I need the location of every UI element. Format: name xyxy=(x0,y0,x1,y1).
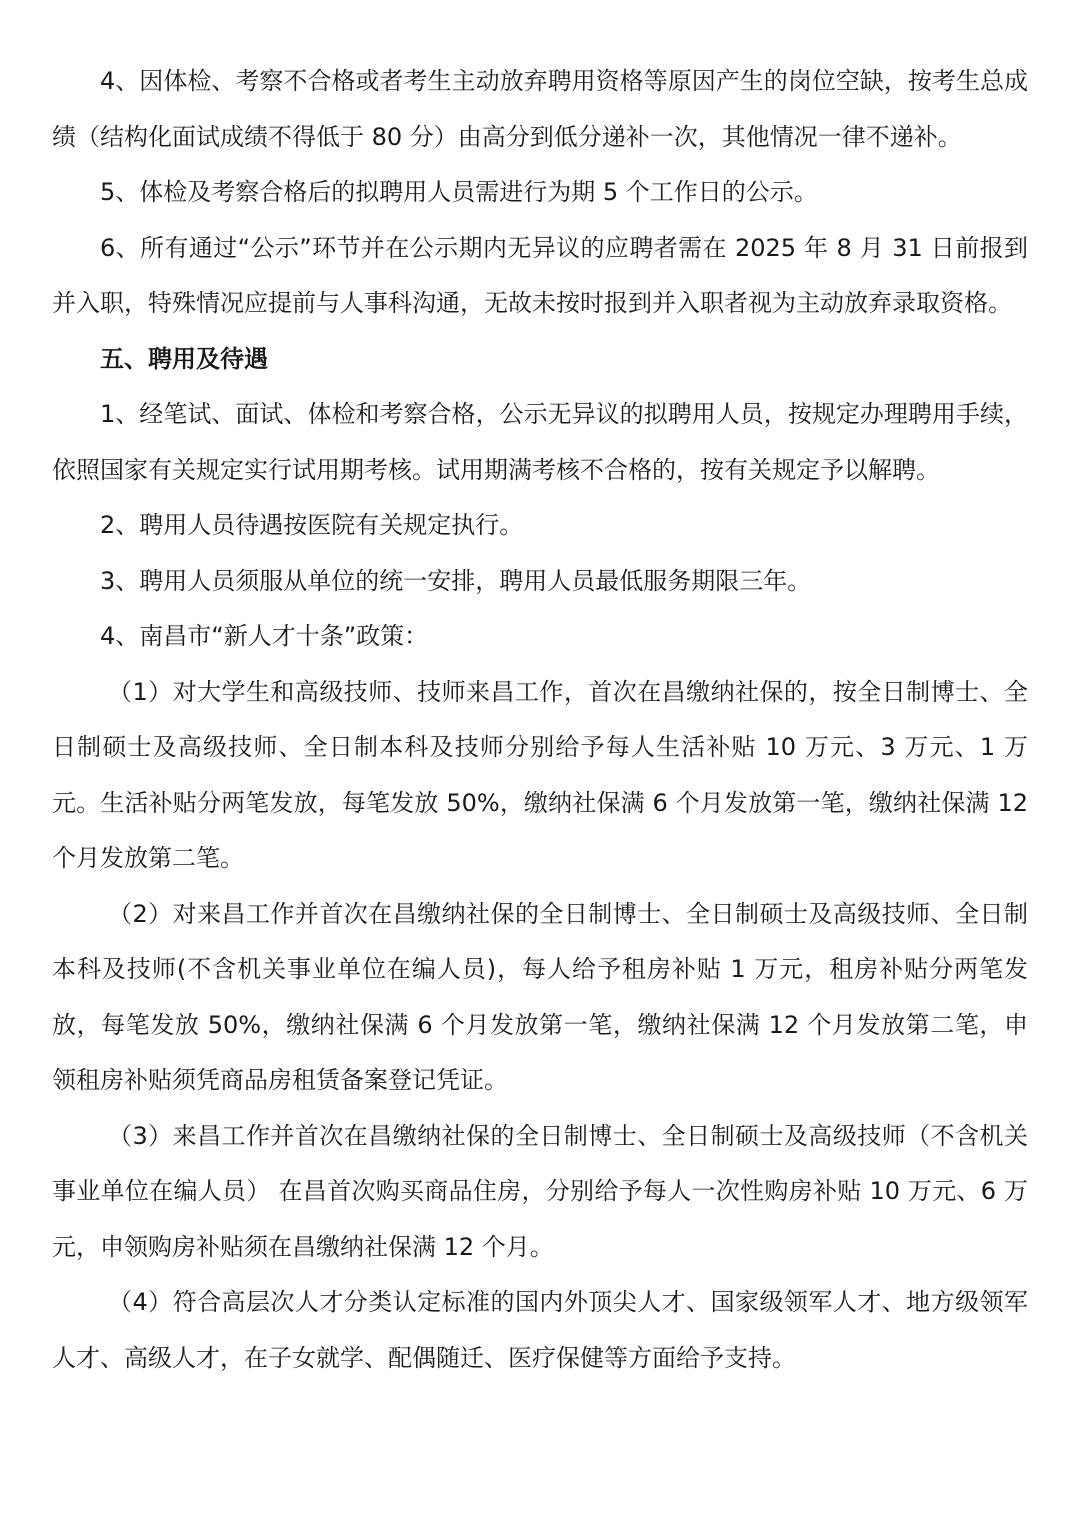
policy-item-1-living-subsidy: （1）对大学生和高级技师、技师来昌工作，首次在昌缴纳社保的，按全日制博士、全日制硕士及高级技师、全日制本科及技师分别给予每人生活补贴 10 万元、3 万元、1 万元。生活补贴分两笔发放，每笔发放 50%，缴纳社保满 6 个月发放第一笔，缴纳社保满 12 个月发放第二笔。 xyxy=(52,677,1028,872)
policy-item-4-talent-support: （4）符合高层次人才分类认定标准的国内外顶尖人才、国家级领军人才、地方级领军人才、高级人才，在子女就学、配偶随迁、医疗保健等方面给予支持。 xyxy=(52,1288,1028,1372)
policy-item-2-rent-subsidy: （2）对来昌工作并首次在昌缴纳社保的全日制博士、全日制硕士及高级技师、全日制本科及技师(不含机关事业单位在编人员)，每人给予租房补贴 1 万元，租房补贴分两笔发放，每笔发放 50%，缴纳社保满 6 个月发放第一笔，缴纳社保满 12 个月发放第二笔，申领租房补贴须凭商品房租赁备案登记凭证。 xyxy=(52,899,1028,1094)
paragraph-employment-1: 1、经笔试、面试、体检和考察合格，公示无异议的拟聘用人员，按规定办理聘用手续，依照国家有关规定实行试用期考核。试用期满考核不合格的，按有关规定予以解聘。 xyxy=(52,400,1028,484)
policy-item-3-housing-subsidy: （3）来昌工作并首次在昌缴纳社保的全日制博士、全日制硕士及高级技师（不含机关事业单位在编人员） 在昌首次购买商品住房，分别给予每人一次性购房补贴 10 万元、6 万元，申领购房补贴须在昌缴纳社保满 12 个月。 xyxy=(52,1121,1028,1261)
paragraph-employment-3: 3、聘用人员须服从单位的统一安排，聘用人员最低服务期限三年。 xyxy=(100,566,812,595)
paragraph-item-4-vacancy: 4、因体检、考察不合格或者考生主动放弃聘用资格等原因产生的岗位空缺，按考生总成绩（结构化面试成绩不得低于 80 分）由高分到低分递补一次，其他情况一律不递补。 xyxy=(52,67,1028,151)
paragraph-item-5-publicity: 5、体检及考察合格后的拟聘用人员需进行为期 5 个工作日的公示。 xyxy=(100,178,818,206)
paragraph-item-6-onboarding: 6、所有通过“公示”环节并在公示期内无异议的应聘者需在 2025 年 8 月 31 日前报到并入职，特殊情况应提前与人事科沟通，无故未按时报到并入职者视为主动放弃录取资格。 xyxy=(52,233,1028,317)
paragraph-employment-4: 4、南昌市“新人才十条”政策： xyxy=(100,622,429,650)
paragraph-employment-2: 2、聘用人员待遇按医院有关规定执行。 xyxy=(100,511,524,539)
section-heading-employment: 五、聘用及待遇 xyxy=(100,344,268,373)
